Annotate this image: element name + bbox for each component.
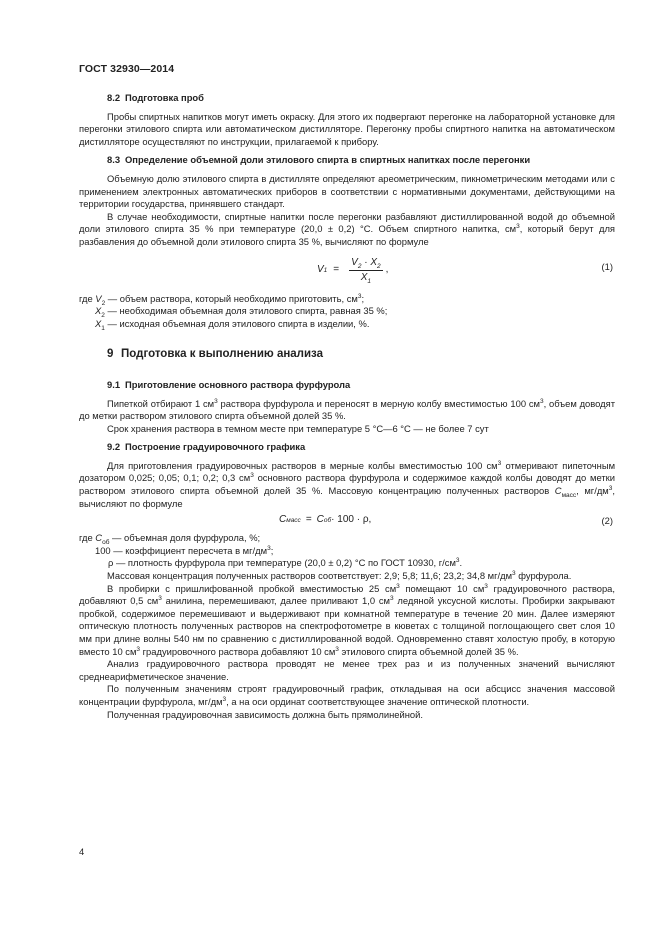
section-8-3-heading: 8.3 Определение объемной доли этилового спирта в спиртных напитках после перегонки xyxy=(107,154,531,166)
formula-1-legend: где $V_2$ — объем раствора, который необходимо приготовить, $см^3$; $X_2$ — необходимая объемная доля этилового спирта, равная 35 %; $X_1$ — исходная объемная доля этилового спирта в изделии, %. xyxy=(79,292,388,332)
section-9-1-paragraph-2: Срок хранения раствора в темном месте при температуре 5 °С—6 °С — не более 7 сут xyxy=(107,422,489,434)
section-8-3-paragraph-2: В случае необходимости, спиртные напитки после перегонки разбавляют дистиллированной водой до объемной доли этилового спирта 35 % при температуре (20,0 ± 0,2) °С. Объем спиртного напитка, $см^3$, который берут для разбавления до объемной доли этилового спирта 35 %, вычисляют по формуле xyxy=(79,210,615,247)
equation-number-1: (1) xyxy=(601,260,613,272)
section-9-2-paragraph-5: Полученная градуировочная зависимость должна быть прямолинейной. xyxy=(107,708,423,720)
section-9-2-paragraph-1: Для приготовления градуировочных растворов в мерные колбы вместимостью 100 $см^3$ отмеривают пипеточным дозатором 0,025; 0,05; 0,1; 0,2; 0,3 $см^3$ основного раствора фурфурола и содержимое каждой колбы доводят до метки раствором этилового спирта объемной долей 35 %. Массовую концентрацию полученных растворов $С_{масс}$, $мг/дм^3$, вычисляют по формуле xyxy=(79,459,616,509)
section-9-2-heading: 9.2 Построение градуировочного графика xyxy=(107,441,306,453)
section-9-heading: 9 Подготовка к выполнению анализа xyxy=(107,348,324,361)
formula-1-fraction: $\frac{V_2 \cdot X_2}{X_1}$ xyxy=(351,256,381,286)
page-number: 4 xyxy=(79,846,85,857)
section-8-2-paragraph: Пробы спиртных напитков могут иметь окраску. Для этого их подвергают перегонке на лабораторной установке для перегонки этилового спирта или автоматическом дистилляторе. Перегонку пробы спиртного напитка на автоматическом дистилляторе осуществляют по инструкции, прилагаемой к прибору. xyxy=(79,110,615,147)
equation-number-2: (2) xyxy=(601,515,613,527)
formula-2: С масс = С об · 100 · ρ, (2) xyxy=(279,514,613,527)
formula-1: V 1 = $\frac{V_2 \cdot X_2}{X_1}$ , (1) xyxy=(317,256,613,286)
document-code-header: ГОСТ 32930—2014 xyxy=(79,63,175,75)
section-8-3-paragraph-1: Объемную долю этилового спирта в дистилляте определяют ареометрическим, пикнометрическим методами или с применением электронных автоматических приборов в соответствии с нормативными документами, действующими на территории государства, принявшего стандарт. xyxy=(79,172,615,210)
section-9-1-heading: 9.1 Приготовление основного раствора фурфурола xyxy=(107,378,351,390)
page-content xyxy=(79,92,615,721)
section-9-1-paragraph-1: Пипеткой отбирают 1 $см^3$ раствора фурфурола и переносят в мерную колбу вместимостью 100 $см^3$, объем доводят до метки раствором этилового спирта объемной долей 35 %. xyxy=(79,397,615,422)
section-9-2-paragraph-2: В пробирки с пришлифованной пробкой вместимостью 25 $см^3$ помещают 10 $см^3$ градуировочного раствора, добавляют 0,5 $см^3$ анилина, перемешивают, далее приливают 1,0 $см^3$ ледяной уксусной кислоты. Пробирки закрывают пробкой, содержимое перемешивают и выдерживают при комнатной температуре в течение 20 мин. Далее измеряют оптическую плотность полученных растворов на спектрофотометре в кюветах с толщиной поглощающего свет слоя 10 мм при длине волны 540 нм по сравнению с дистиллированной водой. Одновременно ставят холостую пробу, в которую вместо 10 $см^3$ градуировочного раствора добавляют 10 $см^3$ этилового спирта объемной долей 35 %. xyxy=(79,582,615,657)
formula-2-legend: где $С_{об}$ — объемная доля фурфурола, %; 100 — коэффициент пересчета в $мг/дм^3$; ρ — плотность фурфурола при температуре (20,0 ± 0,2) °С по ГОСТ 10930, $г/см^3$. xyxy=(79,532,463,569)
section-9-2-paragraph-3: Анализ градуировочного раствора проводят не менее трех раз и из полученных значений вычисляют среднеарифметическое значение. xyxy=(79,658,615,682)
section-8-2-heading: 8.2 Подготовка проб xyxy=(107,92,204,103)
section-9-2-paragraph-4: По полученным значениям строят градуировочный график, откладывая на оси абсцисс значения массовой концентрации фурфурола, $мг/дм^3$, а на оси ординат соответствующее значение оптической плотности. xyxy=(79,683,615,707)
mass-concentration-paragraph: Массовая концентрация полученных растворов соответствует: 2,9; 5,8; 11,6; 23,2; 34,8 $мг/дм^3$ фурфурола. xyxy=(107,569,572,582)
